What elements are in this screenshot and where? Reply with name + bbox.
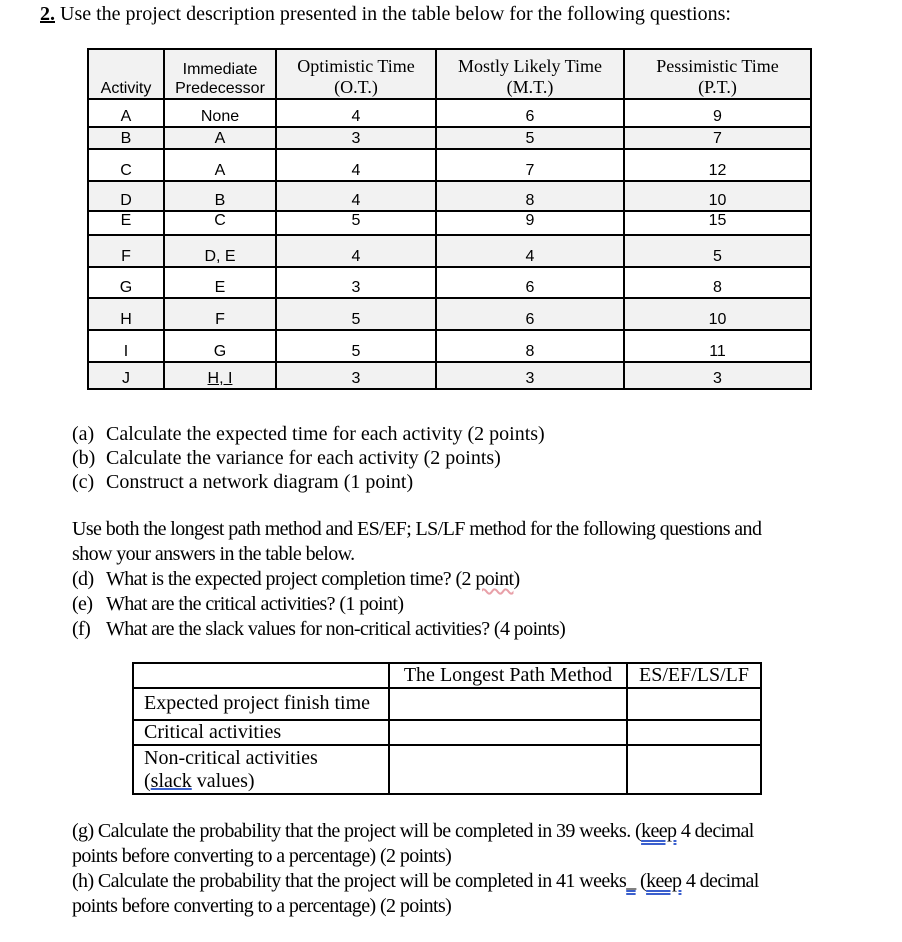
- table-row: [88, 211, 811, 235]
- answer-table-header: [133, 663, 761, 688]
- likely-cell: 7: [436, 149, 624, 181]
- activity-cell: F: [88, 235, 164, 267]
- predecessor-cell: F: [164, 298, 276, 330]
- answer-cell-es-ef[interactable]: [627, 745, 761, 794]
- predecessor-cell: D, E: [164, 235, 276, 267]
- answer-cell-longest-path[interactable]: [389, 720, 627, 745]
- pessimistic-cell: 3: [624, 362, 811, 389]
- table-row: [88, 362, 811, 389]
- answer-header-longest-path: The Longest Path Method: [389, 663, 627, 688]
- pessimistic-cell: 5: [624, 235, 811, 267]
- part-e: (e) What are the critical activities? (1 point): [72, 593, 404, 615]
- table-row: [88, 99, 811, 127]
- pessimistic-cell: 9: [624, 99, 811, 127]
- table-row: [88, 181, 811, 211]
- answer-row-finish-time: [133, 688, 761, 720]
- pessimistic-cell: 11: [624, 330, 811, 362]
- optimistic-cell: 5: [276, 298, 436, 330]
- header-predecessor: Immediate Predecessor: [164, 49, 276, 99]
- likely-cell: 4: [436, 235, 624, 267]
- parts-gh: [72, 819, 759, 919]
- predecessor-cell: C: [164, 211, 276, 235]
- likely-cell: 8: [436, 330, 624, 362]
- answer-header-es-ef: ES/EF/LS/LF: [627, 663, 761, 688]
- instructions-line-2: show your answers in the table below.: [72, 543, 355, 565]
- part-h: (h) Calculate the probability that the project will be completed in 41 weeks_ (keep 4 decimal: [72, 870, 759, 892]
- likely-cell: 6: [436, 298, 624, 330]
- part-g: (g) Calculate the probability that the project will be completed in 39 weeks. (keep 4 decimal: [72, 820, 754, 842]
- answer-row-label: Critical activities: [133, 720, 389, 745]
- activity-cell: I: [88, 330, 164, 362]
- table-row: [88, 127, 811, 149]
- optimistic-cell: 3: [276, 127, 436, 149]
- answer-row-non-critical: [133, 745, 761, 794]
- question-prompt: Use the project description presented in the table below for the following questions:: [55, 3, 731, 25]
- instructions-line-1: Use both the longest path method and ES/EF; LS/LF method for the following questions and: [72, 518, 762, 540]
- table-row: [88, 298, 811, 330]
- table-row: [88, 235, 811, 267]
- parts-abc: [72, 422, 545, 494]
- header-optimistic: Optimistic Time (O.T.): [276, 49, 436, 99]
- predecessor-cell: H, I: [164, 362, 276, 389]
- predecessor-cell: E: [164, 267, 276, 298]
- optimistic-cell: 5: [276, 330, 436, 362]
- activity-cell: J: [88, 362, 164, 389]
- answer-cell-longest-path[interactable]: [389, 688, 627, 720]
- activity-cell: B: [88, 127, 164, 149]
- part-a: (a) Calculate the expected time for each activity (2 points): [72, 423, 545, 445]
- optimistic-cell: 3: [276, 362, 436, 389]
- activity-cell: C: [88, 149, 164, 181]
- activity-cell: E: [88, 211, 164, 235]
- instructions-block: [72, 517, 761, 642]
- question-heading: [40, 2, 731, 26]
- part-f: (f) What are the slack values for non-critical activities? (4 points): [72, 618, 566, 640]
- pessimistic-cell: 7: [624, 127, 811, 149]
- part-h-line-2: points before converting to a percentage) (2 points): [72, 895, 452, 917]
- part-b: (b) Calculate the variance for each activity (2 points): [72, 447, 501, 469]
- predecessor-cell: G: [164, 330, 276, 362]
- pessimistic-cell: 8: [624, 267, 811, 298]
- predecessor-cell: B: [164, 181, 276, 211]
- header-pessimistic: Pessimistic Time (P.T.): [624, 49, 811, 99]
- likely-cell: 5: [436, 127, 624, 149]
- activity-cell: G: [88, 267, 164, 298]
- spellcheck-flag: keep: [646, 870, 682, 892]
- answer-table: [132, 662, 762, 795]
- likely-cell: 9: [436, 211, 624, 235]
- predecessor-cell: None: [164, 99, 276, 127]
- part-c: (c) Construct a network diagram (1 point): [72, 471, 414, 493]
- likely-cell: 3: [436, 362, 624, 389]
- activity-cell: H: [88, 298, 164, 330]
- grammar-flag: _: [626, 870, 636, 892]
- pessimistic-cell: 10: [624, 298, 811, 330]
- spellcheck-flag: keep: [641, 820, 677, 842]
- question-number: 2.: [40, 3, 55, 25]
- part-d: (d) What is the expected project completion time? (2 point): [72, 568, 520, 590]
- optimistic-cell: 4: [276, 181, 436, 211]
- answer-row-critical: [133, 720, 761, 745]
- optimistic-cell: 4: [276, 235, 436, 267]
- table-row: [88, 330, 811, 362]
- table-row: [88, 267, 811, 298]
- optimistic-cell: 4: [276, 99, 436, 127]
- likely-cell: 6: [436, 267, 624, 298]
- answer-cell-es-ef[interactable]: [627, 720, 761, 745]
- header-activity: Activity: [88, 49, 164, 99]
- pessimistic-cell: 10: [624, 181, 811, 211]
- header-likely: Mostly Likely Time (M.T.): [436, 49, 624, 99]
- optimistic-cell: 3: [276, 267, 436, 298]
- spellcheck-flag: point: [475, 568, 514, 590]
- table-row: [88, 149, 811, 181]
- answer-cell-es-ef[interactable]: [627, 688, 761, 720]
- project-table: [87, 48, 812, 390]
- answer-row-label: Non-critical activities (slack values): [133, 745, 389, 794]
- likely-cell: 6: [436, 99, 624, 127]
- answer-row-label: Expected project finish time: [133, 688, 389, 720]
- answer-header-blank: [133, 663, 389, 688]
- activity-cell: A: [88, 99, 164, 127]
- optimistic-cell: 4: [276, 149, 436, 181]
- spellcheck-flag: slack: [150, 770, 192, 792]
- pessimistic-cell: 12: [624, 149, 811, 181]
- optimistic-cell: 5: [276, 211, 436, 235]
- project-table-header: [88, 49, 811, 99]
- answer-cell-longest-path[interactable]: [389, 745, 627, 794]
- predecessor-cell: A: [164, 149, 276, 181]
- pessimistic-cell: 15: [624, 211, 811, 235]
- part-g-line-2: points before converting to a percentage) (2 points): [72, 845, 452, 867]
- likely-cell: 8: [436, 181, 624, 211]
- activity-cell: D: [88, 181, 164, 211]
- predecessor-cell: A: [164, 127, 276, 149]
